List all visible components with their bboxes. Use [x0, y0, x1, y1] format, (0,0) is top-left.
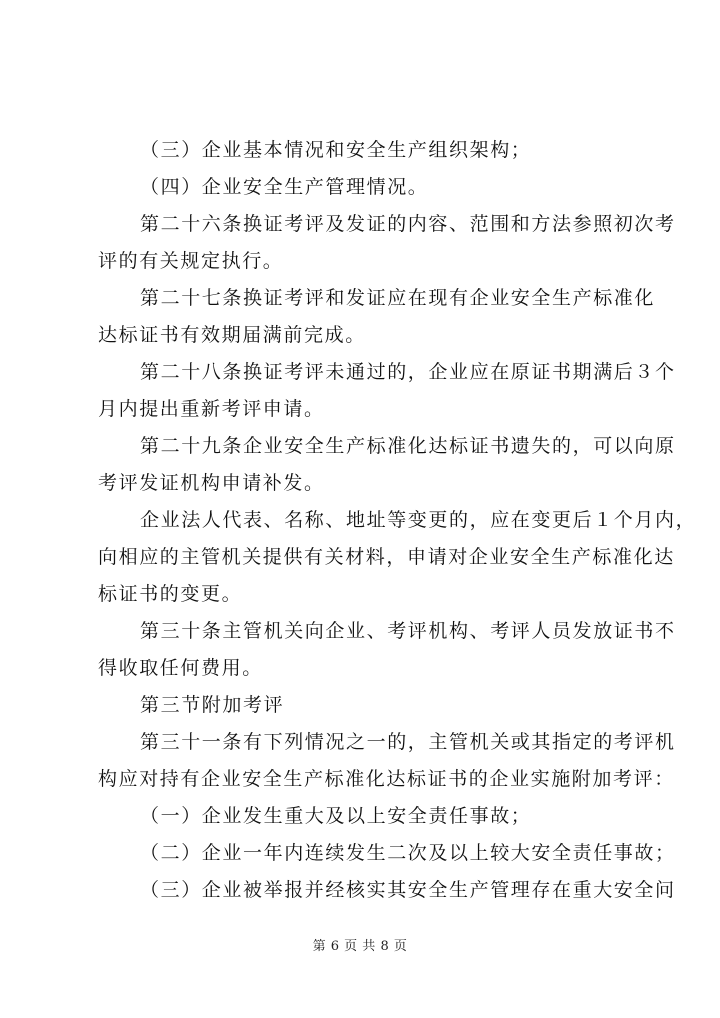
text-line: 第二十八条换证考评未通过的，企业应在原证书期满后３个	[140, 361, 676, 383]
text-line: 企业法人代表、名称、地址等变更的，应在变更后１个月内，	[140, 509, 697, 531]
text-line: 月内提出重新考评申请。	[98, 398, 325, 420]
text-line: 考评发证机构申请补发。	[98, 472, 325, 494]
text-line: （三）企业基本情况和安全生产组织架构；	[140, 139, 532, 161]
section-heading: 第三节附加考评	[140, 694, 285, 716]
text-line: 第二十六条换证考评及发证的内容、范围和方法参照初次考	[140, 213, 676, 235]
text-line: 第三十一条有下列情况之一的，主管机关或其指定的考评机	[140, 731, 676, 753]
text-line: （三）企业被举报并经核实其安全生产管理存在重大安全问	[140, 879, 676, 901]
text-line: 构应对持有企业安全生产标准化达标证书的企业实施附加考评：	[98, 768, 675, 790]
text-line: 向相应的主管机关提供有关材料，申请对企业安全生产标准化达	[98, 546, 675, 568]
text-line: 第二十九条企业安全生产标准化达标证书遗失的，可以向原	[140, 435, 676, 457]
text-line: 标证书的变更。	[98, 583, 243, 605]
text-line: 得收取任何费用。	[98, 657, 263, 679]
page-footer: 第 6 页 共 8 页	[312, 939, 408, 954]
text-line: 达标证书有效期届满前完成。	[98, 324, 366, 346]
text-line: 第二十七条换证考评和发证应在现有企业安全生产标准化	[140, 287, 656, 309]
text-line: 评的有关规定执行。	[98, 250, 284, 272]
text-line: （一）企业发生重大及以上安全责任事故；	[140, 805, 532, 827]
text-line: （四）企业安全生产管理情况。	[140, 176, 429, 198]
text-line: （二）企业一年内连续发生二次及以上较大安全责任事故；	[140, 842, 676, 864]
text-line: 第三十条主管机关向企业、考评机构、考评人员发放证书不	[140, 620, 676, 642]
